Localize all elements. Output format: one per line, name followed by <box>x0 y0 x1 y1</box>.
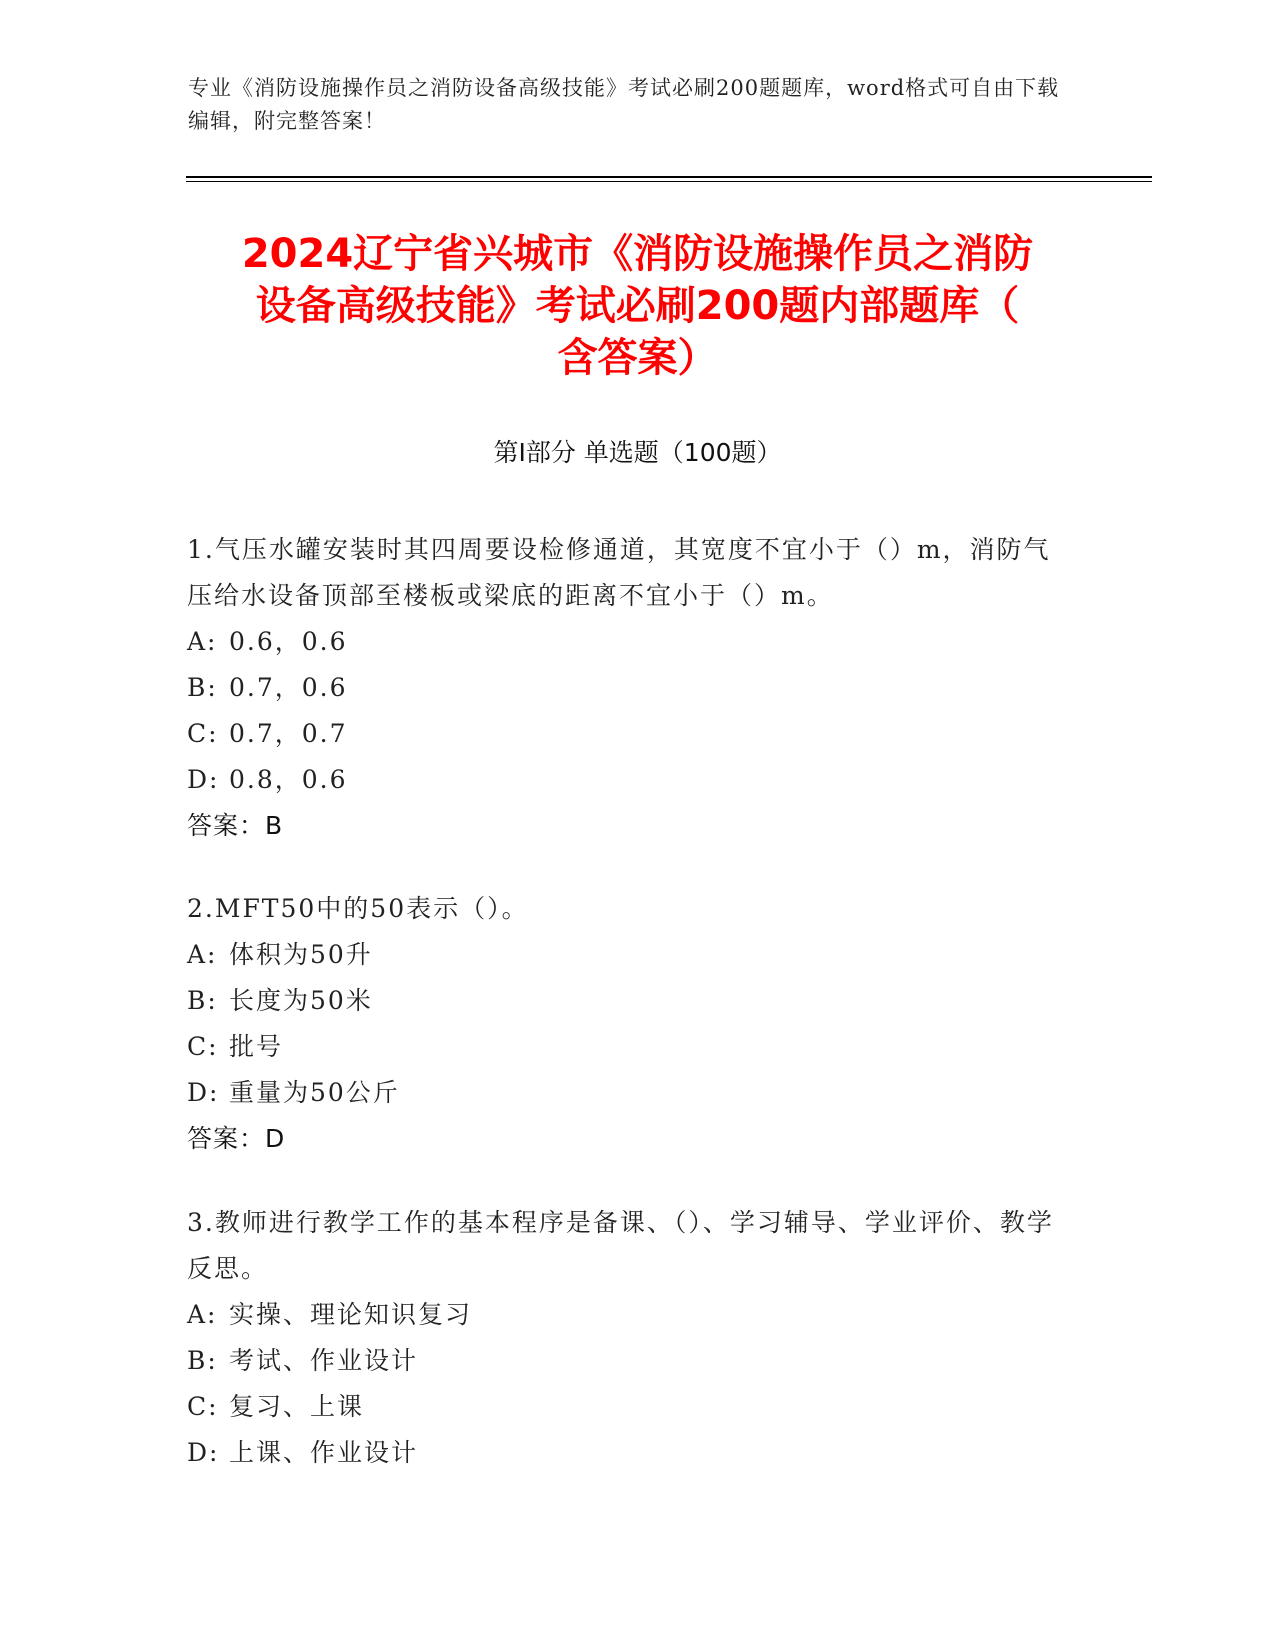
option-letter: C: <box>187 1392 219 1421</box>
option-letter: D: <box>187 1078 220 1107</box>
option-b <box>187 1338 1077 1384</box>
document-title <box>175 228 1100 384</box>
option-letter: D: <box>187 1438 220 1467</box>
option-letter: B: <box>187 986 218 1015</box>
title-line: 2024辽宁省兴城市《消防设施操作员之消防 <box>241 231 1034 277</box>
answer: 答案：B <box>187 811 284 840</box>
option-text: 0.6，0.6 <box>229 627 348 656</box>
option-text: 考试、作业设计 <box>229 1346 419 1375</box>
option-letter: B: <box>187 673 218 702</box>
option-b <box>187 665 1077 711</box>
option-text: 体积为50升 <box>229 940 373 969</box>
option-a <box>187 1292 1077 1338</box>
option-a <box>187 619 1077 665</box>
option-text: 重量为50公斤 <box>229 1078 400 1107</box>
option-letter: C: <box>187 719 219 748</box>
section-title: 第I部分 单选题（100题） <box>493 438 782 467</box>
option-letter: A: <box>187 940 218 969</box>
question-stem: 2.MFT50中的50表示（）。 <box>187 894 529 923</box>
option-text: 复习、上课 <box>229 1392 365 1421</box>
option-a <box>187 932 1077 978</box>
option-letter: A: <box>187 1300 218 1329</box>
question-2 <box>187 886 1077 1162</box>
option-c <box>187 1384 1077 1430</box>
option-text: 0.8，0.6 <box>229 765 348 794</box>
option-c <box>187 1024 1077 1070</box>
title-line: 含答案） <box>557 335 718 381</box>
option-text: 上课、作业设计 <box>229 1438 419 1467</box>
title-line: 设备高级技能》考试必刷200题内部题库（ <box>255 283 1020 329</box>
header-note: 专业《消防设施操作员之消防设备高级技能》考试必刷200题题库，word格式可自由下载编辑，附完整答案！ <box>188 76 1060 133</box>
option-d <box>187 1070 1077 1116</box>
answer: 答案：D <box>187 1124 286 1153</box>
option-c <box>187 711 1077 757</box>
question-3 <box>187 1200 1077 1476</box>
option-b <box>187 978 1077 1024</box>
option-d <box>187 1430 1077 1476</box>
option-letter: B: <box>187 1346 218 1375</box>
option-text: 实操、理论知识复习 <box>229 1300 473 1329</box>
option-text: 长度为50米 <box>229 986 373 1015</box>
option-letter: A: <box>187 627 218 656</box>
option-letter: C: <box>187 1032 219 1061</box>
question-stem: 3.教师进行教学工作的基本程序是备课、（）、学习辅导、学业评价、教学反思。 <box>187 1208 1054 1283</box>
option-letter: D: <box>187 765 220 794</box>
option-text: 0.7，0.6 <box>229 673 348 702</box>
option-text: 批号 <box>229 1032 284 1061</box>
option-d <box>187 757 1077 803</box>
question-stem: 1.气压水罐安装时其四周要设检修通道，其宽度不宜小于（）m，消防气压给水设备顶部至楼板或梁底的距离不宜小于（）m。 <box>187 535 1051 610</box>
header-rule-thin <box>186 181 1152 182</box>
option-text: 0.7，0.7 <box>229 719 348 748</box>
header-rule-thick <box>186 176 1152 178</box>
question-1 <box>187 527 1077 849</box>
